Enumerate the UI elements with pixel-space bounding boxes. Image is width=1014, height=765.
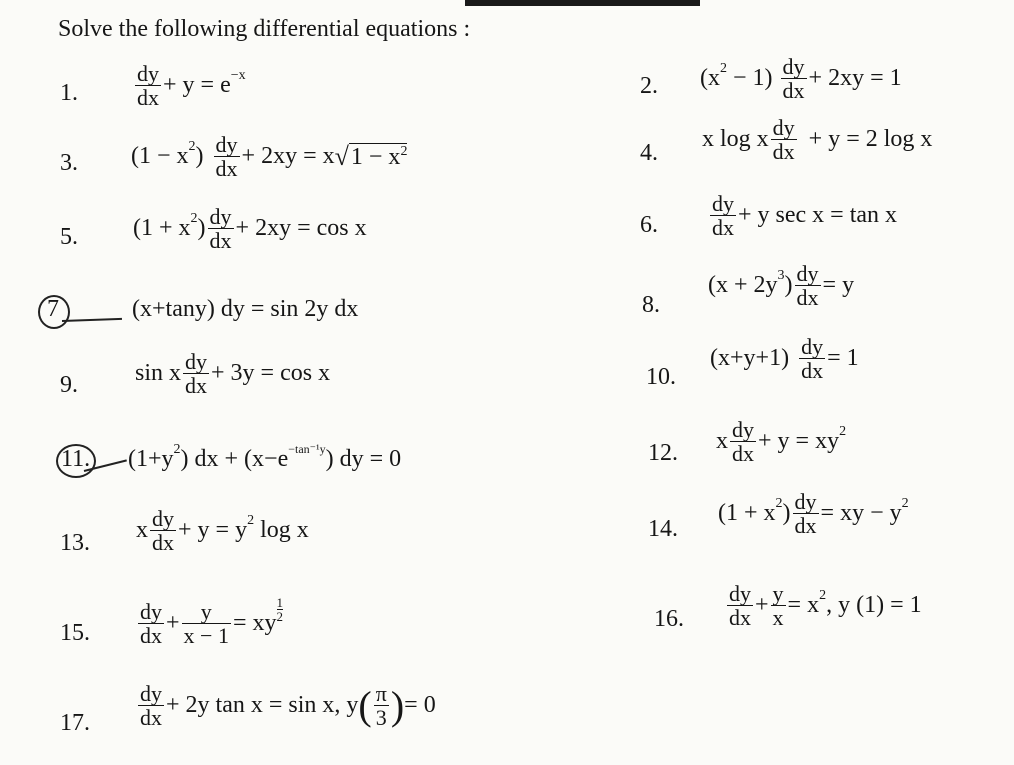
top-edge-bar <box>465 0 700 6</box>
derivative-fraction: $\frac{dy}{dx}$ <box>137 61 159 111</box>
item-number-16: 16. <box>654 606 684 632</box>
equation-13: x $\frac{dy}{dx}$ + y = y $^2$ log x <box>136 506 309 556</box>
page-title: Solve the following differential equations : <box>58 16 471 42</box>
item-number-9: 9. <box>60 372 78 398</box>
item-number-10: 10. <box>646 364 676 390</box>
equation-16: $\frac{dy}{dx}$ + $\frac{y}{x}$ = x $^2$ , y (1) = 1 <box>729 581 922 631</box>
equation-17: $\frac{dy}{dx}$ + 2y tan x = sin x, y ( $\frac{\pi}{3}$ ) = 0 <box>140 681 436 731</box>
item-number-15: 15. <box>60 620 90 646</box>
sqrt-sign-icon: √ <box>334 141 349 171</box>
item-number-2: 2. <box>640 73 658 99</box>
equation-2: (x $^2$ − 1) $\frac{dy}{dx}$ + 2xy = 1 <box>700 54 902 104</box>
equation-8: (x + 2y $^3$ ) $\frac{dy}{dx}$ = y <box>708 261 855 311</box>
equation-7: (x+tany) dy = sin 2y dx <box>132 296 359 322</box>
equation-11: (1+y $^2$ ) dx + (x−e $^{-tan^{-1}y}$ ) dy = 0 <box>128 441 402 472</box>
equation-10: (x+y+1) $\frac{dy}{dx}$ = 1 <box>710 334 859 384</box>
exponent-half: 1 2 <box>276 595 284 625</box>
item-number-4: 4. <box>640 140 658 166</box>
item-number-6: 6. <box>640 212 658 238</box>
radicand: $1 - x^2$ <box>350 143 408 170</box>
item-number-1: 1. <box>60 80 78 106</box>
equation-5: (1 + x $^2$ ) $\frac{dy}{dx}$ + 2xy = cos x <box>133 204 367 254</box>
circle-tail-7 <box>62 318 122 322</box>
item-number-7: 7 <box>47 296 59 322</box>
equation-3: (1 − x $^2$ ) $\frac{dy}{dx}$ + 2xy = x √ $1 - x^2$ <box>131 132 408 182</box>
item-number-11: 11. <box>61 446 91 472</box>
equation-4: x log x $\frac{dy}{dx}$ + y = 2 log x <box>702 115 933 165</box>
item-number-13: 13. <box>60 530 90 556</box>
equation-15: $\frac{dy}{dx}$ + $\frac{y}{x - 1}$ = xy 1 2 <box>140 595 284 649</box>
item-number-8: 8. <box>642 292 660 318</box>
item-number-14: 14. <box>648 516 678 542</box>
item-number-12: 12. <box>648 440 678 466</box>
equation-9: sin x $\frac{dy}{dx}$ + 3y = cos x <box>135 349 331 399</box>
item-number-3: 3. <box>60 150 78 176</box>
equation-12: x $\frac{dy}{dx}$ + y = xy $^2$ <box>716 417 847 467</box>
equation-6: $\frac{dy}{dx}$ + y sec x = tan x <box>712 191 898 241</box>
item-number-5: 5. <box>60 224 78 250</box>
equation-14: (1 + x $^2$ ) $\frac{dy}{dx}$ = xy − y $^2$ <box>718 489 909 539</box>
item-number-17: 17. <box>60 710 90 736</box>
equation-1: $\frac{dy}{dx}$ + y = e $^{-x}$ <box>137 61 246 111</box>
